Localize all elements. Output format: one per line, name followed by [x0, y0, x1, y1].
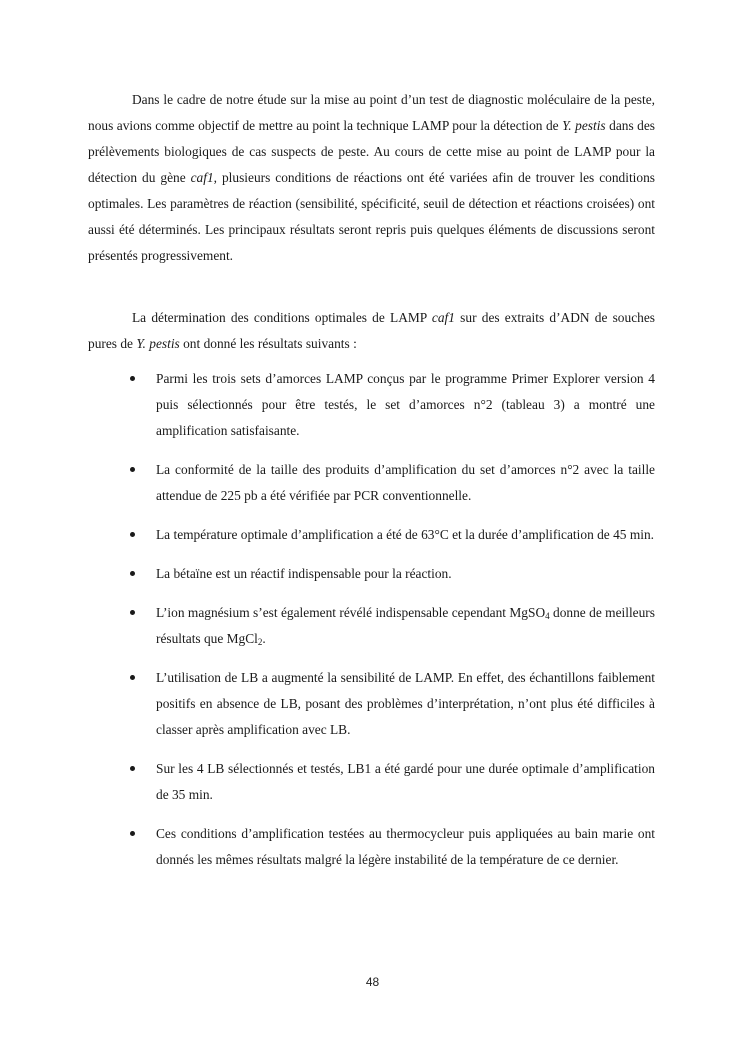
bullet-dot-icon: [130, 831, 135, 836]
list-item: [88, 821, 655, 873]
list-item: [88, 600, 655, 652]
intro-paragraph: [88, 87, 655, 269]
bullet-dot-icon: [130, 376, 135, 381]
subscript: 4: [545, 611, 550, 621]
species-name: Y. pestis: [562, 118, 606, 133]
intro-text-2: dans des prélèvements biologiques de cas suspects de peste. Au cours de cette mise au point de LAMP pour la détection du gène: [88, 118, 655, 185]
intro-text-1: Dans le cadre de notre étude sur la mise au point d’un test de diagnostic moléculaire de la peste, nous avions comme objectif de mettre au point la technique LAMP pour la détection de: [88, 92, 655, 133]
lead-text-3: ont donné les résultats suivants :: [179, 336, 357, 351]
list-item-text: La bétaïne est un réactif indispensable pour la réaction.: [156, 566, 452, 581]
lead-text-1: La détermination des conditions optimales de LAMP: [132, 310, 432, 325]
page-number: 48: [365, 975, 380, 989]
gene-name: caf1: [190, 170, 214, 185]
subscript: 2: [257, 637, 263, 647]
list-item-text: L’ion magnésium s’est également révélé indispensable cependant MgSO: [156, 605, 546, 620]
list-item-text: La température optimale d’amplification a été de 63°C et la durée d’amplification de 45 min.: [156, 527, 655, 542]
list-item: [88, 665, 655, 743]
list-item-text: Ces conditions d’amplification testées au thermocycleur puis appliquées au bain marie ont donnés les mêmes résultats malgré la légère instabilité de la température de ce dernier.: [156, 826, 655, 867]
species-name: Y. pestis: [136, 336, 180, 351]
bullet-dot-icon: [130, 675, 135, 680]
bullet-dot-icon: [130, 766, 135, 771]
results-list: [88, 366, 655, 886]
bullet-dot-icon: [130, 610, 135, 615]
bullet-dot-icon: [130, 532, 135, 537]
lead-text-2: sur des extraits d’ADN de souches pures de: [88, 310, 655, 351]
list-item-text: .: [262, 631, 266, 646]
bullet-dot-icon: [130, 571, 135, 576]
intro-text-3: , plusieurs conditions de réactions ont été variées afin de trouver les conditions optimales. Les paramètres de réaction (sensibilité, spécificité, seuil de détection et réactions croisées) ont aussi été déterminés. Les principaux résultats seront repris puis quelques éléments de discussions seront présentés progressivement.: [88, 170, 655, 263]
bullet-dot-icon: [130, 467, 135, 472]
list-item-text: Parmi les trois sets d’amorces LAMP conçus par le programme Primer Explorer version 4 puis sélectionnés pour être testés, le set d’amorces n°2 (tableau 3) a montré une amplification satisfaisante.: [156, 371, 655, 438]
list-item-text: La conformité de la taille des produits d’amplification du set d’amorces n°2 avec la taille attendue de 225 pb a été vérifiée par PCR conventionnelle.: [156, 462, 655, 503]
list-item: [88, 522, 655, 548]
list-item: [88, 756, 655, 808]
list-item: [88, 366, 655, 444]
results-lead-paragraph: [88, 305, 655, 357]
gene-name: caf1: [431, 310, 455, 325]
list-item-text: L’utilisation de LB a augmenté la sensibilité de LAMP. En effet, des échantillons faiblement positifs en absence de LB, posant des problèmes d’interprétation, n’ont plus été difficiles à classer après amplification avec LB.: [156, 670, 655, 737]
list-item-text: donne de meilleurs résultats que MgCl: [156, 605, 655, 646]
list-item: [88, 561, 655, 587]
list-item: [88, 457, 655, 509]
list-item-text: Sur les 4 LB sélectionnés et testés, LB1 a été gardé pour une durée optimale d’amplification de 35 min.: [156, 761, 655, 802]
